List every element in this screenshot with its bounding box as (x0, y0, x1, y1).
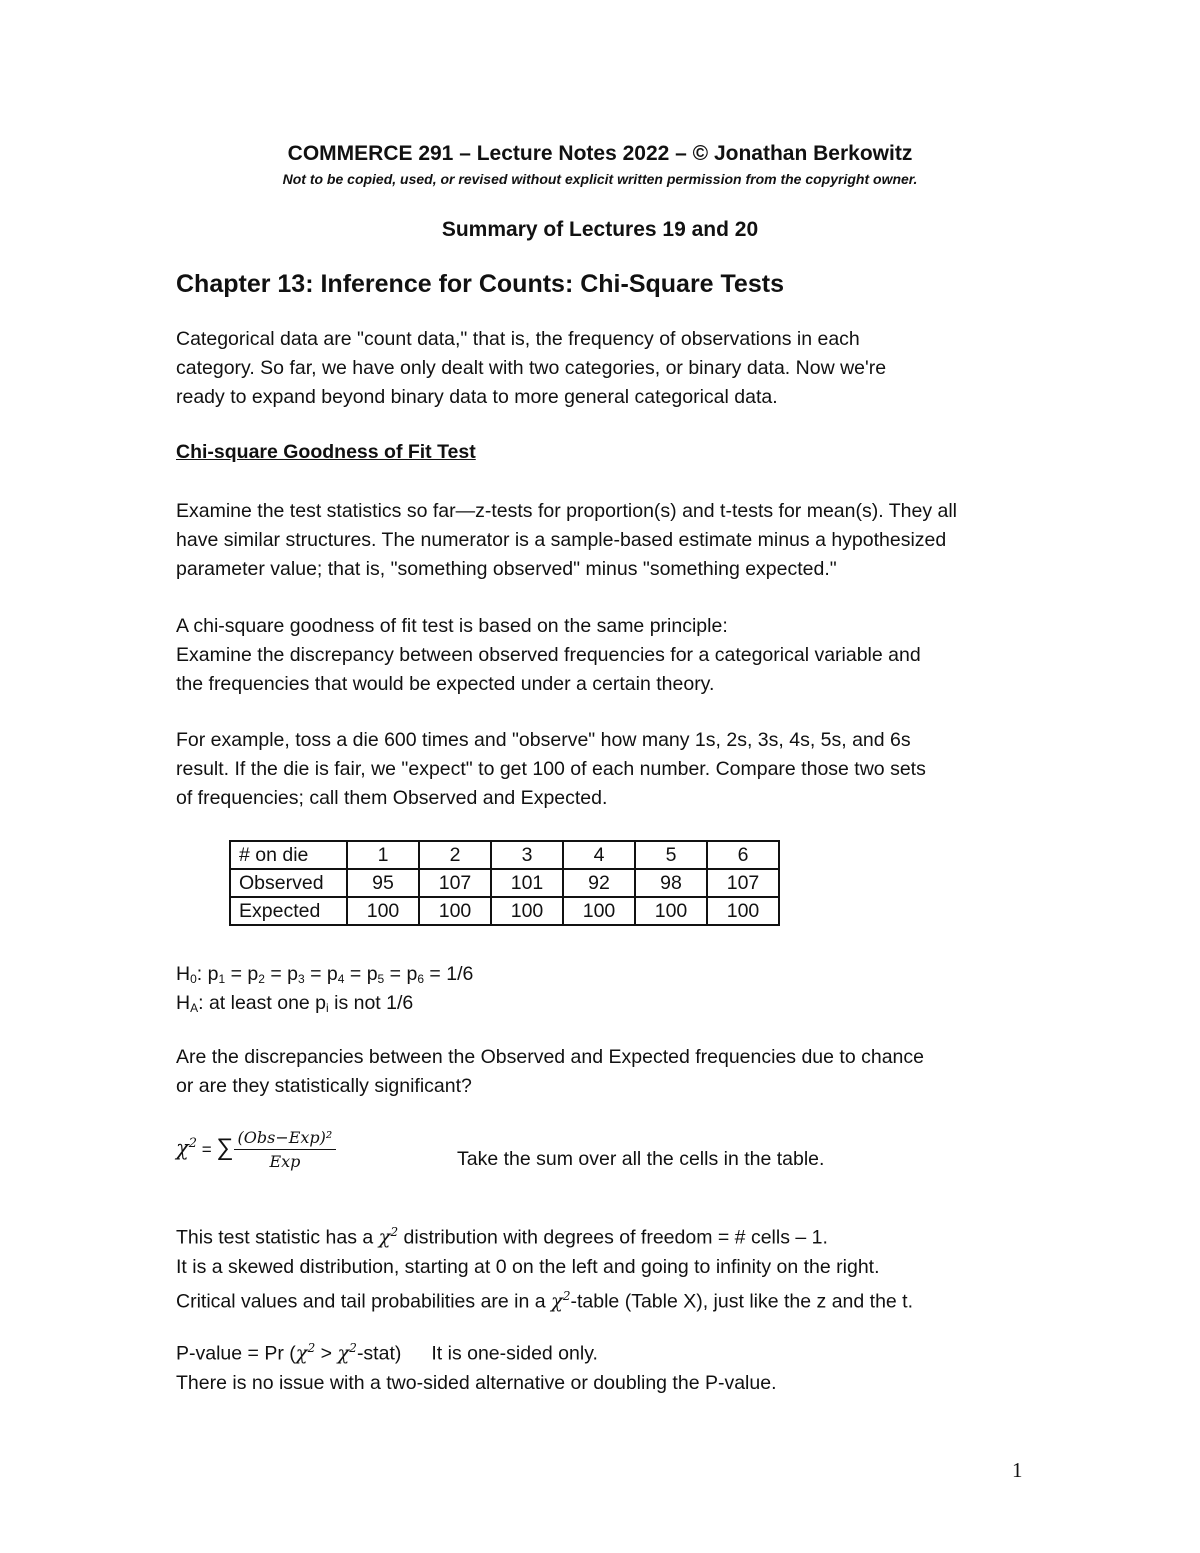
table-cell: 1 (347, 841, 419, 869)
pvalue-line (176, 1334, 777, 1369)
pvalue-paragraph (176, 1334, 777, 1398)
example-line: result. If the die is fair, we "expect" to get 100 of each number. Compare those two sets (176, 758, 926, 780)
table-cell: 98 (635, 869, 707, 897)
table-row (230, 897, 779, 925)
fraction-denominator: Exp (269, 1152, 301, 1171)
row-label: # on die (230, 841, 347, 869)
chi-symbol: χ (551, 1289, 563, 1312)
principle-paragraph (176, 612, 921, 699)
equals-sign: = (197, 1140, 217, 1160)
table-cell: 100 (563, 897, 635, 925)
chi-symbol: χ (337, 1341, 350, 1365)
distribution-line: It is a skewed distribution, starting at 0 on the left and going to infinity on the right. (176, 1255, 880, 1278)
h0-term: p (207, 963, 219, 985)
table-cell: 92 (563, 869, 635, 897)
ha-text: : at least one p (198, 992, 327, 1014)
row-label: Expected (230, 897, 347, 925)
chi-exponent: 2 (188, 1136, 198, 1152)
h0-term: = p (344, 963, 378, 985)
distribution-line (176, 1218, 913, 1253)
h0-term: = p (384, 963, 418, 985)
intro-paragraph (176, 325, 886, 412)
statistics-line: parameter value; that is, "something observed" minus "something expected." (176, 558, 837, 580)
h0-term: = p (264, 963, 299, 985)
h0-term-subscript: 4 (337, 972, 345, 986)
die-frequency-table (229, 840, 780, 926)
table-cell: 100 (707, 897, 779, 925)
chi-exponent: 2 (390, 1225, 399, 1239)
table-cell: 4 (563, 841, 635, 869)
text-segment: -table (Table X), just like the z and the t. (570, 1290, 914, 1312)
question-paragraph (176, 1043, 924, 1101)
statistics-paragraph (176, 497, 957, 584)
ha-symbol: H (176, 992, 191, 1014)
chi-symbol: χ (295, 1341, 308, 1365)
h0-colon: : (196, 963, 208, 985)
fraction (234, 1128, 337, 1171)
row-label: Observed (230, 869, 347, 897)
example-line: For example, toss a die 600 times and "observe" how many 1s, 2s, 3s, 4s, 5s, and 6s (176, 729, 911, 751)
distribution-line (176, 1282, 913, 1317)
chapter-title: Chapter 13: Inference for Counts: Chi-Square Tests (176, 270, 784, 298)
formula-note: Take the sum over all the cells in the table. (457, 1148, 825, 1170)
h0-term-subscript: 1 (218, 972, 226, 986)
table-row (230, 841, 779, 869)
table-cell: 5 (635, 841, 707, 869)
example-line: of frequencies; call them Observed and Expected. (176, 787, 608, 809)
text-segment: -stat) (356, 1342, 402, 1365)
text-segment: This test statistic has a (176, 1226, 379, 1249)
distribution-paragraph (176, 1218, 913, 1316)
principle-line: the frequencies that would be expected under a certain theory. (176, 673, 715, 695)
pvalue-line: There is no issue with a two-sided alternative or doubling the P-value. (176, 1371, 777, 1394)
summary-title: Summary of Lectures 19 and 20 (441, 218, 759, 241)
null-hypothesis (176, 963, 473, 986)
ha-subscript: A (190, 1001, 199, 1015)
chi-exponent: 2 (307, 1341, 316, 1355)
text-segment: P-value = Pr ( (176, 1342, 296, 1365)
table-cell: 100 (419, 897, 491, 925)
h0-subscript: 0 (190, 972, 197, 986)
h0-symbol: H (176, 963, 191, 985)
chi-exponent: 2 (349, 1341, 357, 1355)
h0-term-subscript: 5 (377, 972, 385, 986)
h0-term: = p (225, 963, 259, 985)
table-cell: 101 (491, 869, 563, 897)
principle-line: A chi-square goodness of fit test is based on the same principle: (176, 615, 728, 637)
intro-line: Categorical data are "count data," that is, the frequency of observations in each (176, 328, 860, 350)
principle-line: Examine the discrepancy between observed frequencies for a categorical variable and (176, 644, 921, 666)
table-cell: 6 (707, 841, 779, 869)
pvalue-note: It is one-sided only. (431, 1342, 598, 1365)
statistics-line: Examine the test statistics so far—z-tests for proportion(s) and t-tests for mean(s). They all (176, 500, 957, 522)
table-cell: 100 (491, 897, 563, 925)
copyright-notice: Not to be copied, used, or revised without explicit written permission from the copyright owner. (282, 171, 918, 187)
question-line: or are they statistically significant? (176, 1075, 472, 1097)
page-number: 1 (1012, 1458, 1023, 1482)
text-segment: Critical values and tail probabilities are in a (176, 1290, 552, 1312)
table-cell: 107 (707, 869, 779, 897)
question-line: Are the discrepancies between the Observed and Expected frequencies due to chance (176, 1046, 924, 1068)
table-cell: 100 (347, 897, 419, 925)
table-cell: 3 (491, 841, 563, 869)
h0-term-subscript: 6 (417, 972, 424, 986)
table-cell: 107 (419, 869, 491, 897)
header-title: COMMERCE 291 – Lecture Notes 2022 – © Jonathan Berkowitz (287, 142, 913, 165)
table-row (230, 869, 779, 897)
text-segment: distribution with degrees of freedom = # cells – 1. (398, 1226, 828, 1249)
chi-symbol: χ (176, 1136, 189, 1161)
h0-term-subscript: 2 (258, 972, 265, 986)
h0-term-subscript: 3 (298, 972, 305, 986)
intro-line: category. So far, we have only dealt with two categories, or binary data. Now we're (176, 357, 887, 379)
ha-index-subscript: i (326, 1001, 329, 1015)
chi-symbol: χ (378, 1225, 391, 1249)
h0-term: = 1/6 (424, 963, 474, 985)
section-heading: Chi-square Goodness of Fit Test (176, 441, 476, 463)
sigma-symbol: ∑ (216, 1134, 234, 1162)
table-cell: 95 (347, 869, 419, 897)
table-cell: 100 (635, 897, 707, 925)
intro-line: ready to expand beyond binary data to more general categorical data. (176, 386, 778, 408)
fraction-numerator: (Obs−Exp)² (234, 1128, 337, 1150)
example-paragraph (176, 726, 926, 813)
ha-text: is not 1/6 (328, 992, 414, 1014)
text-segment: > (315, 1342, 338, 1365)
statistics-line: have similar structures. The numerator is a sample-based estimate minus a hypothesized (176, 529, 947, 551)
chi-square-formula (176, 1128, 336, 1171)
table-cell: 2 (419, 841, 491, 869)
alternative-hypothesis (176, 992, 413, 1015)
chi-exponent: 2 (562, 1288, 571, 1303)
h0-term: = p (304, 963, 338, 985)
